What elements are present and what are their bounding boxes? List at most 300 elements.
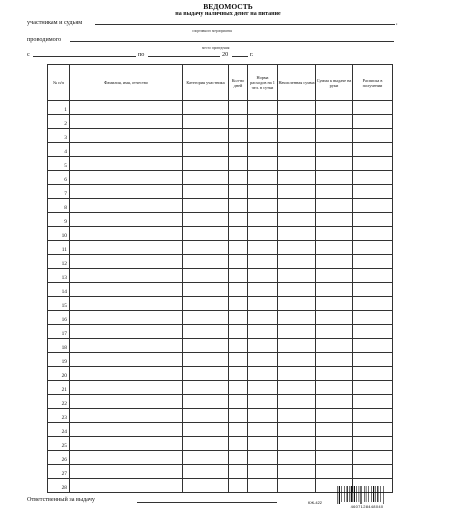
payable-cell[interactable] <box>316 269 353 283</box>
name-cell[interactable] <box>70 339 183 353</box>
accrued-cell[interactable] <box>278 185 316 199</box>
category-cell[interactable] <box>183 227 229 241</box>
document-title: ВЕДОМОСТЬ <box>203 2 253 11</box>
signature-cell[interactable] <box>353 269 393 283</box>
table-row <box>48 409 393 423</box>
row-number: 13 <box>48 269 70 283</box>
rate-cell[interactable] <box>248 353 278 367</box>
accrued-cell[interactable] <box>278 143 316 157</box>
signature-cell[interactable] <box>353 115 393 129</box>
table-row <box>48 157 393 171</box>
category-cell[interactable] <box>183 101 229 115</box>
rate-cell[interactable] <box>248 227 278 241</box>
responsible-signature-field[interactable] <box>137 502 277 503</box>
category-cell[interactable] <box>183 409 229 423</box>
row-number: 23 <box>48 409 70 423</box>
days-cell[interactable] <box>229 465 248 479</box>
name-cell[interactable] <box>70 283 183 297</box>
name-cell[interactable] <box>70 157 183 171</box>
days-cell[interactable] <box>229 227 248 241</box>
table-row <box>48 311 393 325</box>
payable-cell[interactable] <box>316 297 353 311</box>
table-row <box>48 437 393 451</box>
table-row <box>48 423 393 437</box>
participants-label: участникам и судьям <box>27 19 83 26</box>
rate-cell[interactable] <box>248 101 278 115</box>
signature-cell[interactable] <box>353 451 393 465</box>
accrued-cell[interactable] <box>278 409 316 423</box>
days-cell[interactable] <box>229 353 248 367</box>
year-prefix: 20 <box>222 51 229 58</box>
rate-cell[interactable] <box>248 465 278 479</box>
table-row <box>48 325 393 339</box>
payable-cell[interactable] <box>316 157 353 171</box>
accrued-cell[interactable] <box>278 171 316 185</box>
accrued-cell[interactable] <box>278 367 316 381</box>
year-suffix: г. <box>250 51 254 58</box>
table-row <box>48 241 393 255</box>
row-number: 20 <box>48 367 70 381</box>
row-number: 9 <box>48 213 70 227</box>
venue-caption: место проведения <box>202 46 230 50</box>
accrued-cell[interactable] <box>278 381 316 395</box>
payable-cell[interactable] <box>316 185 353 199</box>
column-header-name: Фамилия, имя, отчество <box>70 65 183 101</box>
days-cell[interactable] <box>229 325 248 339</box>
payable-cell[interactable] <box>316 339 353 353</box>
category-cell[interactable] <box>183 339 229 353</box>
days-cell[interactable] <box>229 241 248 255</box>
payable-cell[interactable] <box>316 199 353 213</box>
accrued-cell[interactable] <box>278 115 316 129</box>
row-number: 26 <box>48 451 70 465</box>
rate-cell[interactable] <box>248 269 278 283</box>
row-number: 2 <box>48 115 70 129</box>
table-row <box>48 227 393 241</box>
name-cell[interactable] <box>70 129 183 143</box>
held-label: проводимого <box>27 36 62 43</box>
row-number: 1 <box>48 101 70 115</box>
category-cell[interactable] <box>183 465 229 479</box>
days-cell[interactable] <box>229 269 248 283</box>
rate-cell[interactable] <box>248 185 278 199</box>
name-cell[interactable] <box>70 423 183 437</box>
barcode-bar <box>344 486 345 502</box>
category-cell[interactable] <box>183 269 229 283</box>
name-cell[interactable] <box>70 381 183 395</box>
signature-cell[interactable] <box>353 367 393 381</box>
table-row <box>48 381 393 395</box>
accrued-cell[interactable] <box>278 325 316 339</box>
category-cell[interactable] <box>183 325 229 339</box>
days-cell[interactable] <box>229 395 248 409</box>
payable-cell[interactable] <box>316 311 353 325</box>
name-cell[interactable] <box>70 185 183 199</box>
form-code: КЖ-422 <box>308 500 323 505</box>
signature-cell[interactable] <box>353 213 393 227</box>
category-cell[interactable] <box>183 115 229 129</box>
participants-comma: , <box>396 19 398 26</box>
name-cell[interactable] <box>70 353 183 367</box>
accrued-cell[interactable] <box>278 157 316 171</box>
days-cell[interactable] <box>229 101 248 115</box>
rate-cell[interactable] <box>248 255 278 269</box>
row-number: 28 <box>48 479 70 493</box>
accrued-cell[interactable] <box>278 213 316 227</box>
row-number: 25 <box>48 437 70 451</box>
signature-cell[interactable] <box>353 297 393 311</box>
accrued-cell[interactable] <box>278 101 316 115</box>
table-body <box>48 101 393 493</box>
days-cell[interactable] <box>229 423 248 437</box>
payable-cell[interactable] <box>316 241 353 255</box>
payable-cell[interactable] <box>316 437 353 451</box>
payable-cell[interactable] <box>316 367 353 381</box>
days-cell[interactable] <box>229 283 248 297</box>
name-cell[interactable] <box>70 241 183 255</box>
days-cell[interactable] <box>229 143 248 157</box>
table-row <box>48 129 393 143</box>
days-cell[interactable] <box>229 339 248 353</box>
signature-cell[interactable] <box>353 381 393 395</box>
rate-cell[interactable] <box>248 395 278 409</box>
year-field[interactable] <box>232 56 248 57</box>
days-cell[interactable] <box>229 409 248 423</box>
days-cell[interactable] <box>229 255 248 269</box>
rate-cell[interactable] <box>248 339 278 353</box>
column-header-payable: Сумма к выдаче на руки <box>316 65 353 101</box>
payable-cell[interactable] <box>316 325 353 339</box>
category-cell[interactable] <box>183 171 229 185</box>
category-cell[interactable] <box>183 451 229 465</box>
rate-cell[interactable] <box>248 423 278 437</box>
barcode-bar <box>373 486 374 502</box>
days-cell[interactable] <box>229 367 248 381</box>
category-cell[interactable] <box>183 395 229 409</box>
days-cell[interactable] <box>229 157 248 171</box>
row-number: 24 <box>48 423 70 437</box>
payment-table <box>47 64 393 493</box>
barcode-bar <box>380 486 381 502</box>
category-cell[interactable] <box>183 311 229 325</box>
accrued-cell[interactable] <box>278 353 316 367</box>
barcode-bar <box>359 486 360 502</box>
name-cell[interactable] <box>70 101 183 115</box>
signature-cell[interactable] <box>353 395 393 409</box>
barcode-bar <box>364 486 365 502</box>
rate-cell[interactable] <box>248 199 278 213</box>
signature-cell[interactable] <box>353 465 393 479</box>
accrued-cell[interactable] <box>278 255 316 269</box>
rate-cell[interactable] <box>248 437 278 451</box>
accrued-cell[interactable] <box>278 437 316 451</box>
rate-cell[interactable] <box>248 325 278 339</box>
accrued-cell[interactable] <box>278 129 316 143</box>
table-row <box>48 395 393 409</box>
name-cell[interactable] <box>70 451 183 465</box>
category-cell[interactable] <box>183 213 229 227</box>
payable-cell[interactable] <box>316 423 353 437</box>
row-number: 15 <box>48 297 70 311</box>
category-cell[interactable] <box>183 437 229 451</box>
rate-cell[interactable] <box>248 171 278 185</box>
name-cell[interactable] <box>70 409 183 423</box>
held-field[interactable] <box>70 41 394 42</box>
payable-cell[interactable] <box>316 283 353 297</box>
rate-cell[interactable] <box>248 381 278 395</box>
to-label: по <box>138 51 145 58</box>
rate-cell[interactable] <box>248 157 278 171</box>
table-row <box>48 213 393 227</box>
barcode-digits: 4607128448040 <box>350 504 384 509</box>
barcode-bar <box>341 486 342 502</box>
accrued-cell[interactable] <box>278 297 316 311</box>
signature-cell[interactable] <box>353 255 393 269</box>
days-cell[interactable] <box>229 129 248 143</box>
rate-cell[interactable] <box>248 241 278 255</box>
rate-cell[interactable] <box>248 115 278 129</box>
signature-cell[interactable] <box>353 353 393 367</box>
table-row <box>48 269 393 283</box>
signature-cell[interactable] <box>353 339 393 353</box>
signature-cell[interactable] <box>353 423 393 437</box>
payable-cell[interactable] <box>316 171 353 185</box>
participants-field[interactable] <box>95 24 395 25</box>
barcode-bar <box>368 486 369 502</box>
barcode-bar <box>339 486 340 504</box>
responsible-label: Ответственный за выдачу <box>27 496 95 503</box>
days-cell[interactable] <box>229 437 248 451</box>
row-number: 4 <box>48 143 70 157</box>
days-cell[interactable] <box>229 213 248 227</box>
signature-cell[interactable] <box>353 101 393 115</box>
table-row <box>48 143 393 157</box>
name-cell[interactable] <box>70 213 183 227</box>
accrued-cell[interactable] <box>278 395 316 409</box>
name-cell[interactable] <box>70 227 183 241</box>
name-cell[interactable] <box>70 395 183 409</box>
rate-cell[interactable] <box>248 297 278 311</box>
column-header-accrued: Начисленная сумма <box>278 65 316 101</box>
row-number: 16 <box>48 311 70 325</box>
payable-cell[interactable] <box>316 115 353 129</box>
table-row <box>48 451 393 465</box>
accrued-cell[interactable] <box>278 311 316 325</box>
barcode-bar <box>347 486 348 502</box>
column-header-days: Кол-во дней <box>229 65 248 101</box>
row-number: 5 <box>48 157 70 171</box>
days-cell[interactable] <box>229 185 248 199</box>
accrued-cell[interactable] <box>278 269 316 283</box>
barcode-bar <box>349 486 350 502</box>
table-row <box>48 353 393 367</box>
name-cell[interactable] <box>70 479 183 493</box>
rate-cell[interactable] <box>248 143 278 157</box>
signature-cell[interactable] <box>353 143 393 157</box>
from-date-field[interactable] <box>33 56 136 57</box>
barcode-bar <box>366 486 367 502</box>
days-cell[interactable] <box>229 381 248 395</box>
table-header-row <box>48 65 393 101</box>
table-row <box>48 115 393 129</box>
column-header-category: Категория участника <box>183 65 229 101</box>
table-row <box>48 283 393 297</box>
signature-cell[interactable] <box>353 241 393 255</box>
row-number: 3 <box>48 129 70 143</box>
signature-cell[interactable] <box>353 227 393 241</box>
to-date-field[interactable] <box>148 56 220 57</box>
category-cell[interactable] <box>183 199 229 213</box>
name-cell[interactable] <box>70 199 183 213</box>
event-caption: спортивного мероприятия <box>192 29 232 33</box>
name-cell[interactable] <box>70 367 183 381</box>
category-cell[interactable] <box>183 283 229 297</box>
name-cell[interactable] <box>70 143 183 157</box>
category-cell[interactable] <box>183 297 229 311</box>
name-cell[interactable] <box>70 255 183 269</box>
row-number: 21 <box>48 381 70 395</box>
document-subtitle: на выдачу наличных денег на питание <box>175 11 281 17</box>
days-cell[interactable] <box>229 199 248 213</box>
payable-cell[interactable] <box>316 409 353 423</box>
table-row <box>48 339 393 353</box>
rate-cell[interactable] <box>248 409 278 423</box>
barcode-bar <box>371 486 372 502</box>
signature-cell[interactable] <box>353 437 393 451</box>
category-cell[interactable] <box>183 381 229 395</box>
rate-cell[interactable] <box>248 479 278 493</box>
category-cell[interactable] <box>183 423 229 437</box>
signature-cell[interactable] <box>353 311 393 325</box>
category-cell[interactable] <box>183 367 229 381</box>
name-cell[interactable] <box>70 311 183 325</box>
payable-cell[interactable] <box>316 213 353 227</box>
rate-cell[interactable] <box>248 451 278 465</box>
days-cell[interactable] <box>229 451 248 465</box>
rate-cell[interactable] <box>248 283 278 297</box>
name-cell[interactable] <box>70 465 183 479</box>
row-number: 12 <box>48 255 70 269</box>
category-cell[interactable] <box>183 129 229 143</box>
table-row <box>48 465 393 479</box>
name-cell[interactable] <box>70 325 183 339</box>
accrued-cell[interactable] <box>278 227 316 241</box>
barcode-bar <box>351 486 353 502</box>
rate-cell[interactable] <box>248 311 278 325</box>
payable-cell[interactable] <box>316 255 353 269</box>
column-header-signature: Расписка в получении <box>353 65 393 101</box>
table-row <box>48 297 393 311</box>
table-row <box>48 255 393 269</box>
payable-cell[interactable] <box>316 101 353 115</box>
barcode-bar <box>337 486 338 504</box>
days-cell[interactable] <box>229 311 248 325</box>
category-cell[interactable] <box>183 353 229 367</box>
table-row <box>48 171 393 185</box>
row-number: 14 <box>48 283 70 297</box>
signature-cell[interactable] <box>353 283 393 297</box>
days-cell[interactable] <box>229 297 248 311</box>
signature-cell[interactable] <box>353 157 393 171</box>
payable-cell[interactable] <box>316 381 353 395</box>
barcode-bar <box>360 486 361 504</box>
payable-cell[interactable] <box>316 143 353 157</box>
row-number: 6 <box>48 171 70 185</box>
name-cell[interactable] <box>70 115 183 129</box>
category-cell[interactable] <box>183 143 229 157</box>
rate-cell[interactable] <box>248 367 278 381</box>
column-header-rate: Норма расходов на 1 чел. в сутки <box>248 65 278 101</box>
signature-cell[interactable] <box>353 171 393 185</box>
signature-cell[interactable] <box>353 129 393 143</box>
barcode-bar <box>377 486 378 502</box>
barcode-bar <box>356 486 357 502</box>
row-number: 18 <box>48 339 70 353</box>
row-number: 22 <box>48 395 70 409</box>
row-number: 11 <box>48 241 70 255</box>
signature-cell[interactable] <box>353 199 393 213</box>
accrued-cell[interactable] <box>278 283 316 297</box>
accrued-cell[interactable] <box>278 241 316 255</box>
accrued-cell[interactable] <box>278 199 316 213</box>
days-cell[interactable] <box>229 479 248 493</box>
row-number: 27 <box>48 465 70 479</box>
payable-cell[interactable] <box>316 465 353 479</box>
rate-cell[interactable] <box>248 129 278 143</box>
payable-cell[interactable] <box>316 451 353 465</box>
barcode-bar <box>354 486 355 502</box>
signature-cell[interactable] <box>353 409 393 423</box>
name-cell[interactable] <box>70 297 183 311</box>
barcode-bar <box>383 486 384 504</box>
category-cell[interactable] <box>183 241 229 255</box>
barcode-bar <box>375 486 376 502</box>
table-row <box>48 101 393 115</box>
days-cell[interactable] <box>229 115 248 129</box>
payable-cell[interactable] <box>316 395 353 409</box>
row-number: 7 <box>48 185 70 199</box>
category-cell[interactable] <box>183 185 229 199</box>
payable-cell[interactable] <box>316 129 353 143</box>
signature-cell[interactable] <box>353 325 393 339</box>
category-cell[interactable] <box>183 157 229 171</box>
row-number: 17 <box>48 325 70 339</box>
category-cell[interactable] <box>183 479 229 493</box>
row-number: 10 <box>48 227 70 241</box>
table-row <box>48 185 393 199</box>
accrued-cell[interactable] <box>278 423 316 437</box>
barcode-icon <box>336 486 398 504</box>
name-cell[interactable] <box>70 171 183 185</box>
name-cell[interactable] <box>70 269 183 283</box>
payable-cell[interactable] <box>316 227 353 241</box>
accrued-cell[interactable] <box>278 451 316 465</box>
payable-cell[interactable] <box>316 353 353 367</box>
name-cell[interactable] <box>70 437 183 451</box>
category-cell[interactable] <box>183 255 229 269</box>
table-row <box>48 199 393 213</box>
accrued-cell[interactable] <box>278 465 316 479</box>
accrued-cell[interactable] <box>278 479 316 493</box>
row-number: 19 <box>48 353 70 367</box>
rate-cell[interactable] <box>248 213 278 227</box>
accrued-cell[interactable] <box>278 339 316 353</box>
column-header-number: № п/п <box>48 65 70 101</box>
signature-cell[interactable] <box>353 185 393 199</box>
days-cell[interactable] <box>229 171 248 185</box>
row-number: 8 <box>48 199 70 213</box>
table-row <box>48 367 393 381</box>
